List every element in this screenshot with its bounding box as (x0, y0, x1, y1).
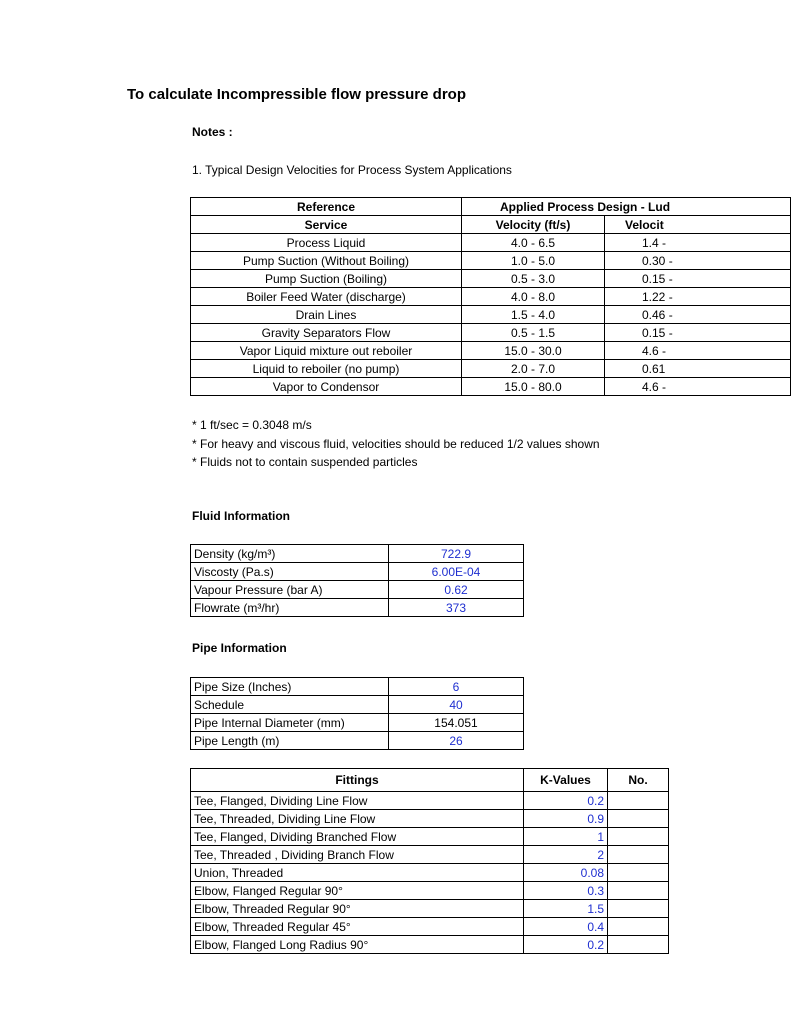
service-cell[interactable]: Liquid to reboiler (no pump) (191, 360, 462, 378)
footnote: * For heavy and viscous fluid, velocities should be reduced 1/2 values shown (192, 436, 600, 451)
service-header[interactable]: Service (191, 216, 462, 234)
fitting-count-cell[interactable] (608, 810, 669, 828)
fitting-row (191, 828, 669, 846)
velocity-row (191, 342, 791, 360)
service-cell[interactable]: Vapor to Condensor (191, 378, 462, 396)
fittings-table (190, 768, 669, 954)
k-values-header[interactable]: K-Values (524, 769, 608, 792)
k-value-cell[interactable]: 1 (524, 828, 608, 846)
velocity-fts-cell[interactable]: 2.0 - 7.0 (462, 360, 605, 378)
service-cell[interactable]: Gravity Separators Flow (191, 324, 462, 342)
velocity-row (191, 270, 791, 288)
fitting-row (191, 882, 669, 900)
k-value-cell[interactable]: 0.2 (524, 792, 608, 810)
velocity-footnotes (192, 416, 600, 472)
velocity-ms-cell[interactable]: 1.4 - (605, 234, 791, 252)
fitting-row (191, 864, 669, 882)
number-header[interactable]: No. (608, 769, 669, 792)
reference-row (191, 198, 791, 216)
fluid-value-cell[interactable]: 0.62 (389, 581, 524, 599)
service-cell[interactable]: Pump Suction (Boiling) (191, 270, 462, 288)
velocity-ms-cell[interactable]: 0.61 (605, 360, 791, 378)
fluid-row (191, 581, 524, 599)
fluid-property-cell[interactable]: Flowrate (m³/hr) (191, 599, 389, 617)
velocity-fts-cell[interactable]: 1.0 - 5.0 (462, 252, 605, 270)
fitting-count-cell[interactable] (608, 882, 669, 900)
velocity-ms-cell[interactable]: 0.15 - (605, 270, 791, 288)
pipe-property-cell[interactable]: Pipe Size (Inches) (191, 678, 389, 696)
pipe-value-cell[interactable]: 26 (389, 732, 524, 750)
fittings-header-row (191, 769, 669, 792)
fluid-property-cell[interactable]: Density (kg/m³) (191, 545, 389, 563)
pipe-property-cell[interactable]: Pipe Internal Diameter (mm) (191, 714, 389, 732)
k-value-cell[interactable]: 0.9 (524, 810, 608, 828)
velocity-row (191, 360, 791, 378)
velocity-fts-cell[interactable]: 4.0 - 8.0 (462, 288, 605, 306)
velocity-note-heading: 1. Typical Design Velocities for Process System Applications (192, 163, 512, 177)
velocity-table-viewport (190, 197, 673, 399)
velocity-row (191, 378, 791, 396)
fittings-header[interactable]: Fittings (191, 769, 524, 792)
fitting-row (191, 810, 669, 828)
velocity-ms-cell[interactable]: 4.6 - (605, 378, 791, 396)
velocity-ms-header[interactable]: Velocit (605, 216, 791, 234)
velocity-fts-cell[interactable]: 4.0 - 6.5 (462, 234, 605, 252)
fitting-row (191, 792, 669, 810)
velocity-row (191, 306, 791, 324)
fitting-count-cell[interactable] (608, 918, 669, 936)
service-cell[interactable]: Vapor Liquid mixture out reboiler (191, 342, 462, 360)
fluid-row (191, 545, 524, 563)
k-value-cell[interactable]: 0.4 (524, 918, 608, 936)
fitting-count-cell[interactable] (608, 828, 669, 846)
k-value-cell[interactable]: 0.2 (524, 936, 608, 954)
footnote: * Fluids not to contain suspended particles (192, 455, 418, 469)
fitting-name-cell[interactable]: Elbow, Flanged Regular 90° (191, 882, 524, 900)
fluid-value-cell[interactable]: 6.00E-04 (389, 563, 524, 581)
pipe-row (191, 678, 524, 696)
velocity-row (191, 252, 791, 270)
k-value-cell[interactable]: 2 (524, 846, 608, 864)
pipe-table (190, 677, 524, 750)
fitting-name-cell[interactable]: Tee, Flanged, Dividing Branched Flow (191, 828, 524, 846)
fluid-property-cell[interactable]: Vapour Pressure (bar A) (191, 581, 389, 599)
reference-value[interactable]: Applied Process Design - Lud (462, 198, 791, 216)
pipe-property-cell[interactable]: Schedule (191, 696, 389, 714)
service-cell[interactable]: Drain Lines (191, 306, 462, 324)
service-cell[interactable]: Boiler Feed Water (discharge) (191, 288, 462, 306)
k-value-cell[interactable]: 1.5 (524, 900, 608, 918)
velocity-row (191, 288, 791, 306)
velocity-fts-cell[interactable]: 0.5 - 3.0 (462, 270, 605, 288)
service-cell[interactable]: Process Liquid (191, 234, 462, 252)
k-value-cell[interactable]: 0.3 (524, 882, 608, 900)
velocity-row (191, 324, 791, 342)
velocity-row (191, 234, 791, 252)
fitting-count-cell[interactable] (608, 864, 669, 882)
velocity-ms-cell[interactable]: 4.6 - (605, 342, 791, 360)
service-cell[interactable]: Pump Suction (Without Boiling) (191, 252, 462, 270)
velocity-fts-header[interactable]: Velocity (ft/s) (462, 216, 605, 234)
pipe-value-cell[interactable]: 6 (389, 678, 524, 696)
fitting-name-cell[interactable]: Tee, Threaded , Dividing Branch Flow (191, 846, 524, 864)
velocity-ms-cell[interactable]: 0.46 - (605, 306, 791, 324)
fluid-value-cell[interactable]: 722.9 (389, 545, 524, 563)
fitting-row (191, 846, 669, 864)
fluid-row (191, 599, 524, 617)
fluid-information-label: Fluid Information (192, 509, 290, 523)
k-value-cell[interactable]: 0.08 (524, 864, 608, 882)
fitting-name-cell[interactable]: Elbow, Threaded Regular 90° (191, 900, 524, 918)
velocity-fts-cell[interactable]: 15.0 - 80.0 (462, 378, 605, 396)
fluid-row (191, 563, 524, 581)
notes-label: Notes : (192, 125, 233, 139)
velocity-table (190, 197, 791, 396)
velocity-ms-cell[interactable]: 1.22 - (605, 288, 791, 306)
fitting-name-cell[interactable]: Elbow, Flanged Long Radius 90° (191, 936, 524, 954)
fluid-property-cell[interactable]: Viscosty (Pa.s) (191, 563, 389, 581)
pipe-value-cell[interactable]: 154.051 (389, 714, 524, 732)
reference-label[interactable]: Reference (191, 198, 462, 216)
fitting-name-cell[interactable]: Union, Threaded (191, 864, 524, 882)
pipe-information-label: Pipe Information (192, 641, 287, 655)
velocity-fts-cell[interactable]: 1.5 - 4.0 (462, 306, 605, 324)
fitting-count-cell[interactable] (608, 900, 669, 918)
pipe-value-cell[interactable]: 40 (389, 696, 524, 714)
velocity-header-row (191, 216, 791, 234)
pipe-row (191, 732, 524, 750)
fitting-name-cell[interactable]: Tee, Threaded, Dividing Line Flow (191, 810, 524, 828)
pipe-property-cell[interactable]: Pipe Length (m) (191, 732, 389, 750)
footnote: * 1 ft/sec = 0.3048 m/s (192, 418, 312, 432)
velocity-fts-cell[interactable]: 0.5 - 1.5 (462, 324, 605, 342)
fitting-count-cell[interactable] (608, 792, 669, 810)
fitting-count-cell[interactable] (608, 846, 669, 864)
fitting-row (191, 918, 669, 936)
fitting-name-cell[interactable]: Tee, Flanged, Dividing Line Flow (191, 792, 524, 810)
pipe-row (191, 714, 524, 732)
fitting-row (191, 936, 669, 954)
velocity-fts-cell[interactable]: 15.0 - 30.0 (462, 342, 605, 360)
page-title: To calculate Incompressible flow pressure drop (127, 86, 466, 103)
fitting-count-cell[interactable] (608, 936, 669, 954)
pipe-row (191, 696, 524, 714)
fitting-name-cell[interactable]: Elbow, Threaded Regular 45° (191, 918, 524, 936)
velocity-ms-cell[interactable]: 0.30 - (605, 252, 791, 270)
fitting-row (191, 900, 669, 918)
fluid-value-cell[interactable]: 373 (389, 599, 524, 617)
velocity-ms-cell[interactable]: 0.15 - (605, 324, 791, 342)
fluid-table (190, 544, 524, 617)
